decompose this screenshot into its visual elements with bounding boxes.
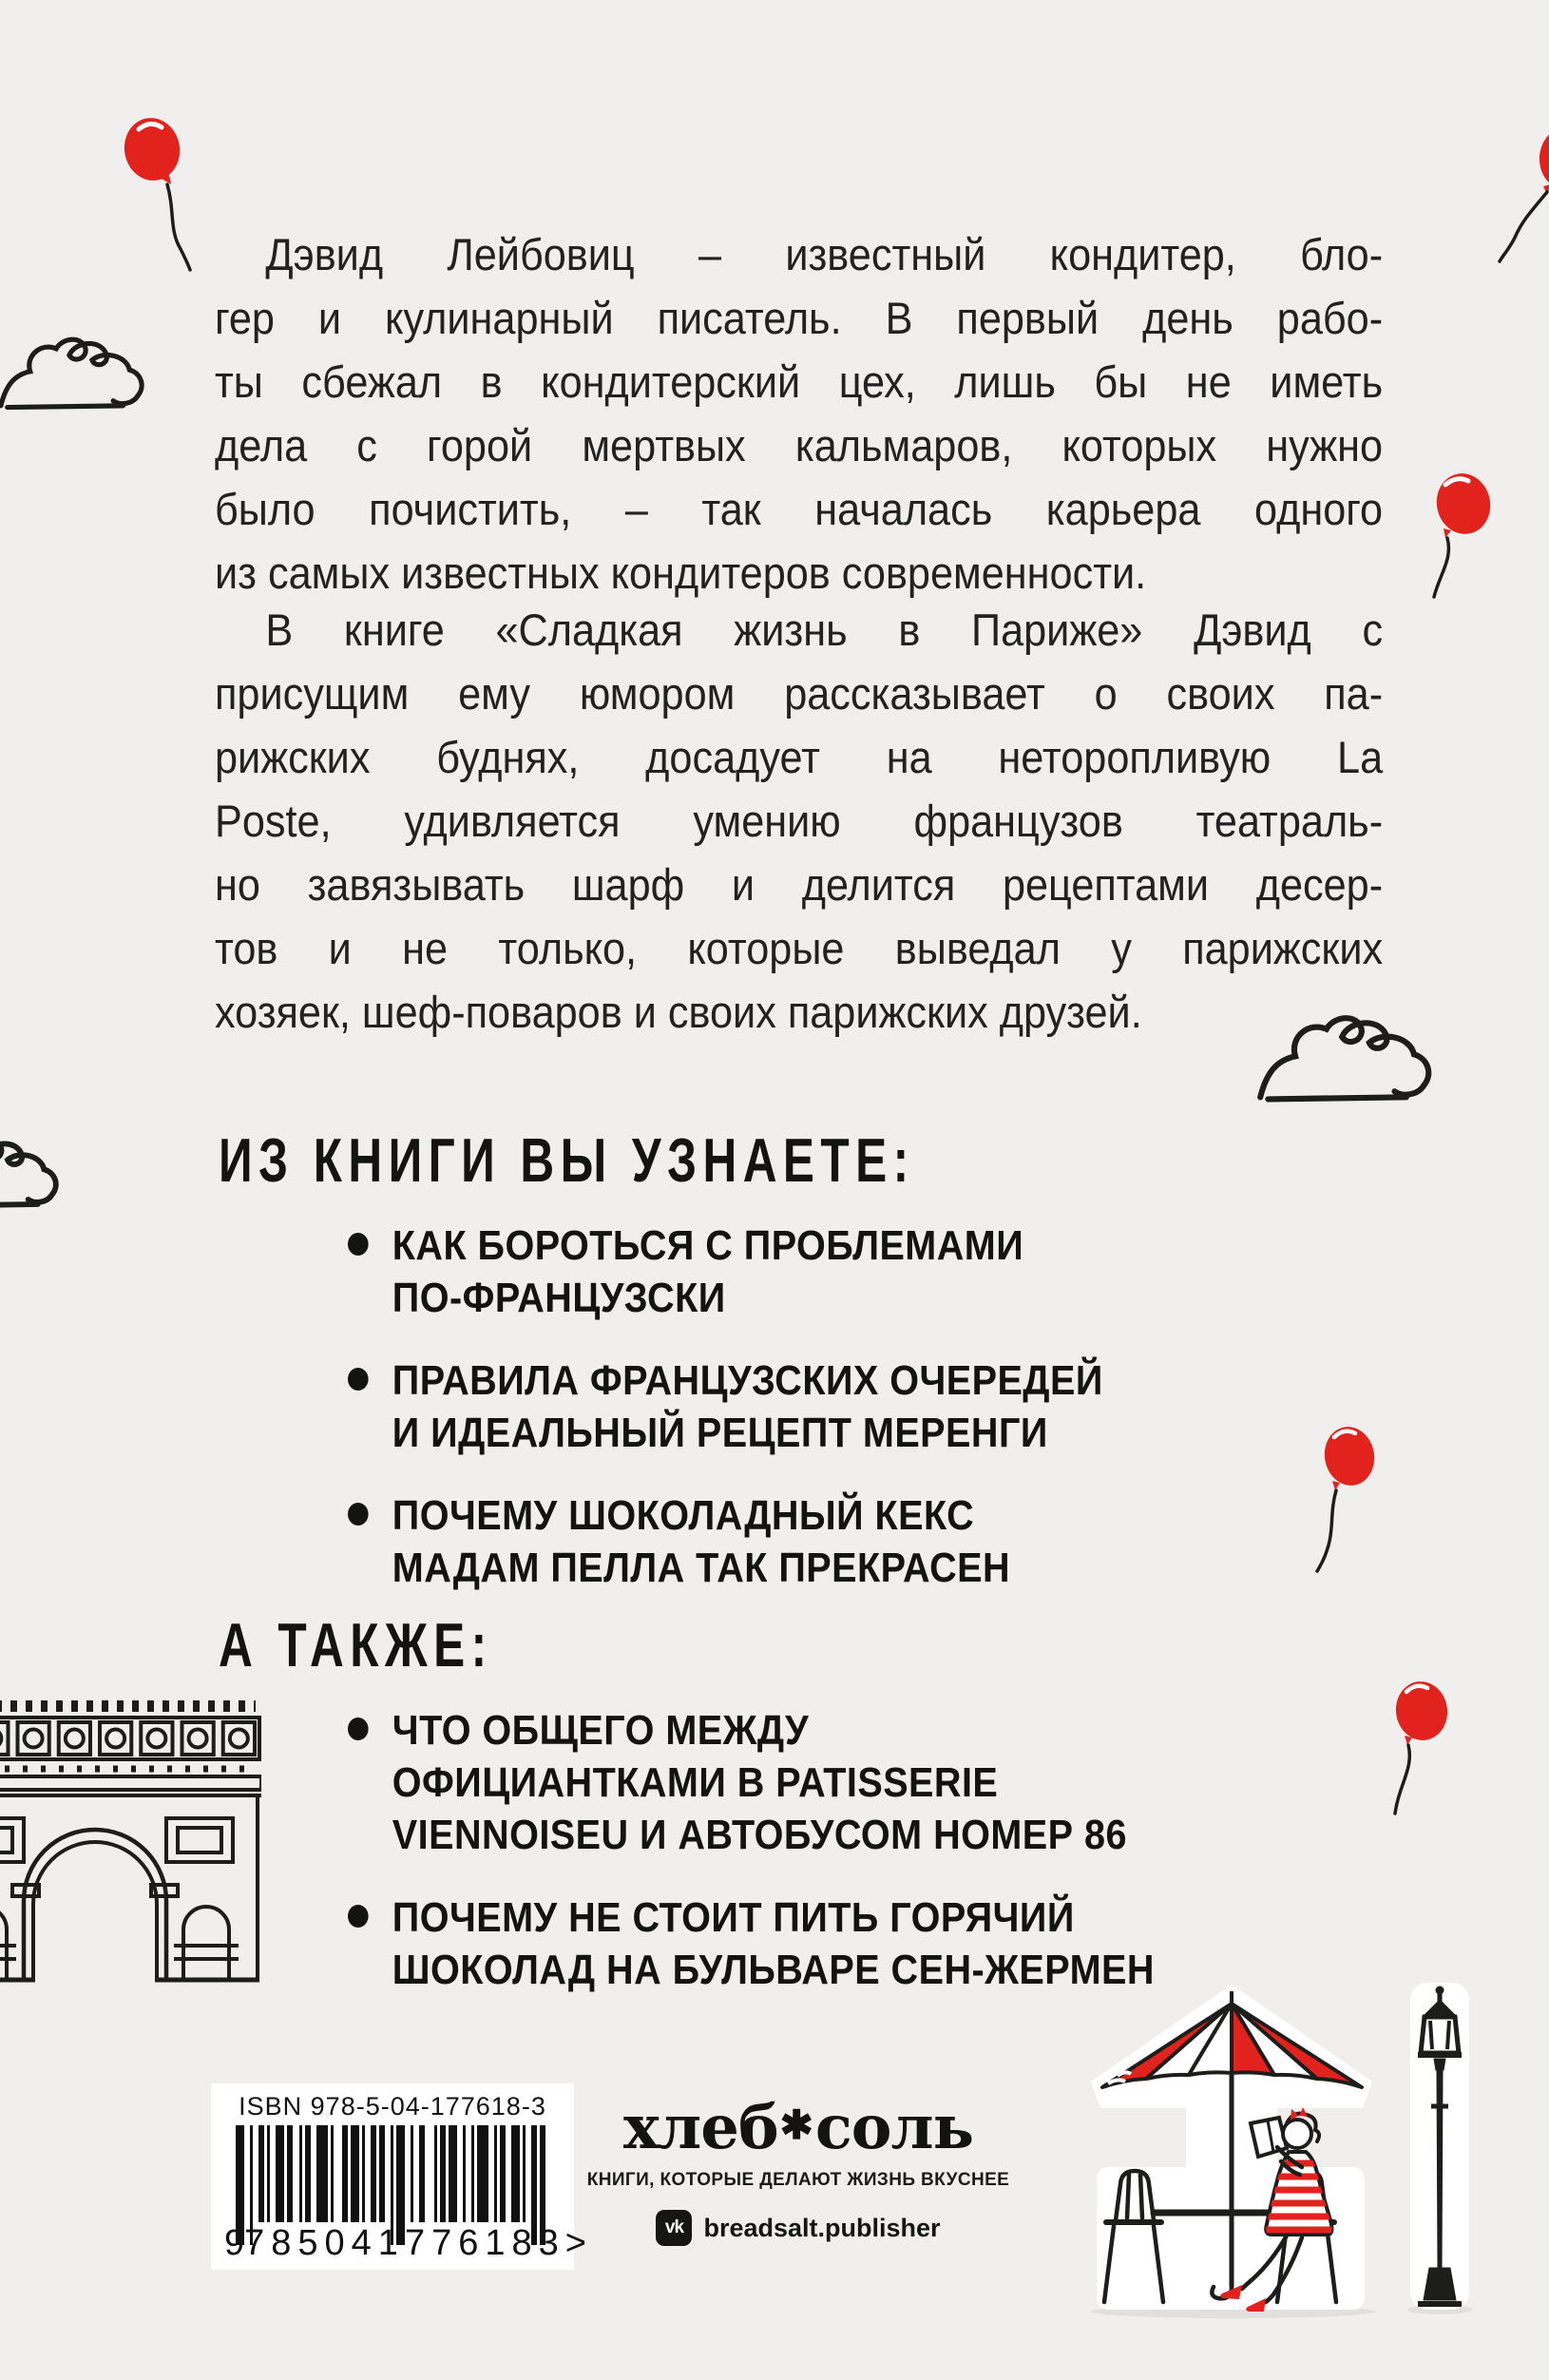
annotation-paragraph-2 bbox=[215, 598, 1383, 1044]
barcode-bar bbox=[434, 2125, 437, 2222]
paragraph-line: присущим ему юмором рассказывает о своих па- bbox=[215, 668, 1384, 719]
barcode-digits bbox=[224, 2223, 586, 2264]
barcode-bar bbox=[299, 2125, 302, 2222]
red-balloon-icon bbox=[1463, 122, 1549, 274]
barcode-digit-first: 9 bbox=[224, 2223, 245, 2263]
cloud-sketch-icon bbox=[0, 1123, 79, 1228]
bullet-dot bbox=[348, 1233, 369, 1256]
cloud-sketch-icon bbox=[0, 314, 165, 439]
barcode-bar bbox=[276, 2125, 284, 2222]
vk-icon: vk bbox=[656, 2210, 692, 2246]
logo-word: соль bbox=[814, 2092, 974, 2163]
bullet-list bbox=[348, 1219, 1408, 1594]
section-also bbox=[219, 1610, 1454, 2026]
red-balloon-icon bbox=[112, 106, 217, 278]
paragraph-line: из самых известных кондитеров современности. bbox=[215, 547, 1147, 598]
barcode-bar bbox=[258, 2125, 264, 2222]
barcode-bar bbox=[342, 2125, 348, 2222]
asterisk-flower-icon: ✱ bbox=[779, 2102, 813, 2148]
annotation-paragraph-1 bbox=[215, 222, 1383, 605]
section-heading: А ТАКЖЕ: bbox=[219, 1611, 493, 1680]
list-item-line: ПРАВИЛА ФРАНЦУЗСКИХ ОЧЕРЕДЕЙ bbox=[392, 1357, 1103, 1404]
section-heading: ИЗ КНИГИ ВЫ УЗНАЕТЕ: bbox=[219, 1126, 915, 1196]
publisher-tagline: КНИГИ, КОТОРЫЕ ДЕЛАЮТ ЖИЗНЬ ВКУСНЕЕ bbox=[586, 2170, 1010, 2190]
paragraph-line: Дэвид Лейбовиц – известный кондитер, бло- bbox=[265, 229, 1384, 279]
paragraph-line: но завязывать шарф и делится рецептами десер- bbox=[215, 859, 1384, 910]
bullet-dot bbox=[348, 1718, 369, 1740]
barcode-bar bbox=[440, 2125, 446, 2222]
barcode-bar bbox=[511, 2125, 520, 2222]
bullet-dot bbox=[348, 1503, 369, 1526]
bullet-dot bbox=[348, 1905, 369, 1928]
barcode-bar bbox=[379, 2125, 385, 2222]
logo-word: хлеб bbox=[622, 2092, 778, 2163]
paragraph-line: гер и кулинарный писатель. В первый день рабо- bbox=[215, 293, 1384, 343]
barcode-bar bbox=[471, 2125, 474, 2222]
barcode-bar bbox=[419, 2125, 425, 2222]
list-item bbox=[348, 1891, 1408, 1996]
list-item-line: VIENNOISEU И АВТОБУСОМ НОМЕР 86 bbox=[392, 1812, 1127, 1858]
barcode-block bbox=[211, 2083, 586, 2270]
list-item-line: ОФИЦИАНТКАМИ В PATISSERIE bbox=[392, 1759, 999, 1806]
barcode-bar bbox=[411, 2125, 413, 2222]
list-item-line: И ИДЕАЛЬНЫЙ РЕЦЕПТ МЕРЕНГИ bbox=[392, 1410, 1048, 1456]
list-item-line: ПОЧЕМУ ШОКОЛАДНЫЙ КЕКС bbox=[392, 1492, 975, 1539]
paragraph-line: рижских буднях, досадует на неторопливую La bbox=[215, 732, 1384, 782]
isbn-label: ISBN 978-5-04-177618-3 bbox=[239, 2092, 546, 2121]
barcode-digit-group: 785041 bbox=[244, 2223, 405, 2263]
barcode-digit-group: 776183 bbox=[404, 2223, 565, 2263]
section-from-book bbox=[219, 1125, 1454, 1624]
paragraph-line: Poste, удивляется умению французов театраль- bbox=[215, 796, 1384, 846]
bullet-list bbox=[348, 1704, 1408, 1996]
list-item-line: КАК БОРОТЬСЯ С ПРОБЛЕМАМИ bbox=[392, 1222, 1024, 1269]
barcode-bar bbox=[287, 2125, 293, 2222]
list-item-line: ЧТО ОБЩЕГО МЕЖДУ bbox=[392, 1707, 810, 1754]
street-lamp-illustration bbox=[1399, 1983, 1481, 2315]
barcode-bar bbox=[494, 2125, 497, 2222]
paragraph-line: дела с горой мертвых кальмаров, которых нужно bbox=[215, 420, 1384, 470]
barcode-bar bbox=[316, 2125, 328, 2222]
barcode-bar bbox=[371, 2125, 376, 2222]
list-item bbox=[348, 1354, 1408, 1459]
list-item-line: ШОКОЛАД НА БУЛЬВАРЕ СЕН-ЖЕРМЕН bbox=[392, 1947, 1155, 1993]
barcode-bar bbox=[477, 2125, 488, 2222]
red-balloon-icon bbox=[1430, 464, 1516, 616]
barcode-bar bbox=[500, 2125, 506, 2222]
barcode-bar bbox=[331, 2125, 334, 2222]
list-item-line: ПОЧЕМУ НЕ СТОИТ ПИТЬ ГОРЯЧИЙ bbox=[392, 1894, 1075, 1941]
publisher-block bbox=[570, 2089, 1026, 2246]
barcode-tail: > bbox=[564, 2223, 586, 2263]
paragraph-line: ты сбежал в кондитерский цех, лишь бы не иметь bbox=[215, 356, 1384, 407]
list-item bbox=[348, 1489, 1408, 1594]
barcode-bar bbox=[463, 2125, 466, 2222]
barcode-bar bbox=[267, 2125, 270, 2222]
paragraph-line: хозяек, шеф-поваров и своих парижских друзей. bbox=[215, 987, 1142, 1037]
list-item bbox=[348, 1219, 1408, 1324]
bullet-dot bbox=[348, 1368, 369, 1391]
list-item-line: МАДАМ ПЕЛЛА ТАК ПРЕКРАСЕН bbox=[392, 1545, 1011, 1591]
barcode-bar bbox=[351, 2125, 359, 2222]
publisher-logo bbox=[570, 2089, 1026, 2164]
barcode-bar bbox=[449, 2125, 457, 2222]
cafe-scene-illustration bbox=[1062, 1985, 1397, 2319]
list-item bbox=[348, 1704, 1408, 1861]
paragraph-line: В книге «Сладкая жизнь в Париже» Дэвид с bbox=[265, 605, 1384, 655]
barcode-bar bbox=[305, 2125, 311, 2222]
publisher-social-row bbox=[570, 2210, 1026, 2246]
paragraph-line: было почистить, – так началась карьера одного bbox=[215, 484, 1384, 534]
barcode-bar bbox=[523, 2125, 526, 2222]
barcode-bar bbox=[362, 2125, 365, 2222]
paragraph-line: тов и не только, которые выведал у парижских bbox=[215, 923, 1384, 973]
social-handle: breadsalt.publisher bbox=[703, 2213, 941, 2242]
list-item-line: ПО-ФРАНЦУЗСКИ bbox=[392, 1275, 726, 1321]
